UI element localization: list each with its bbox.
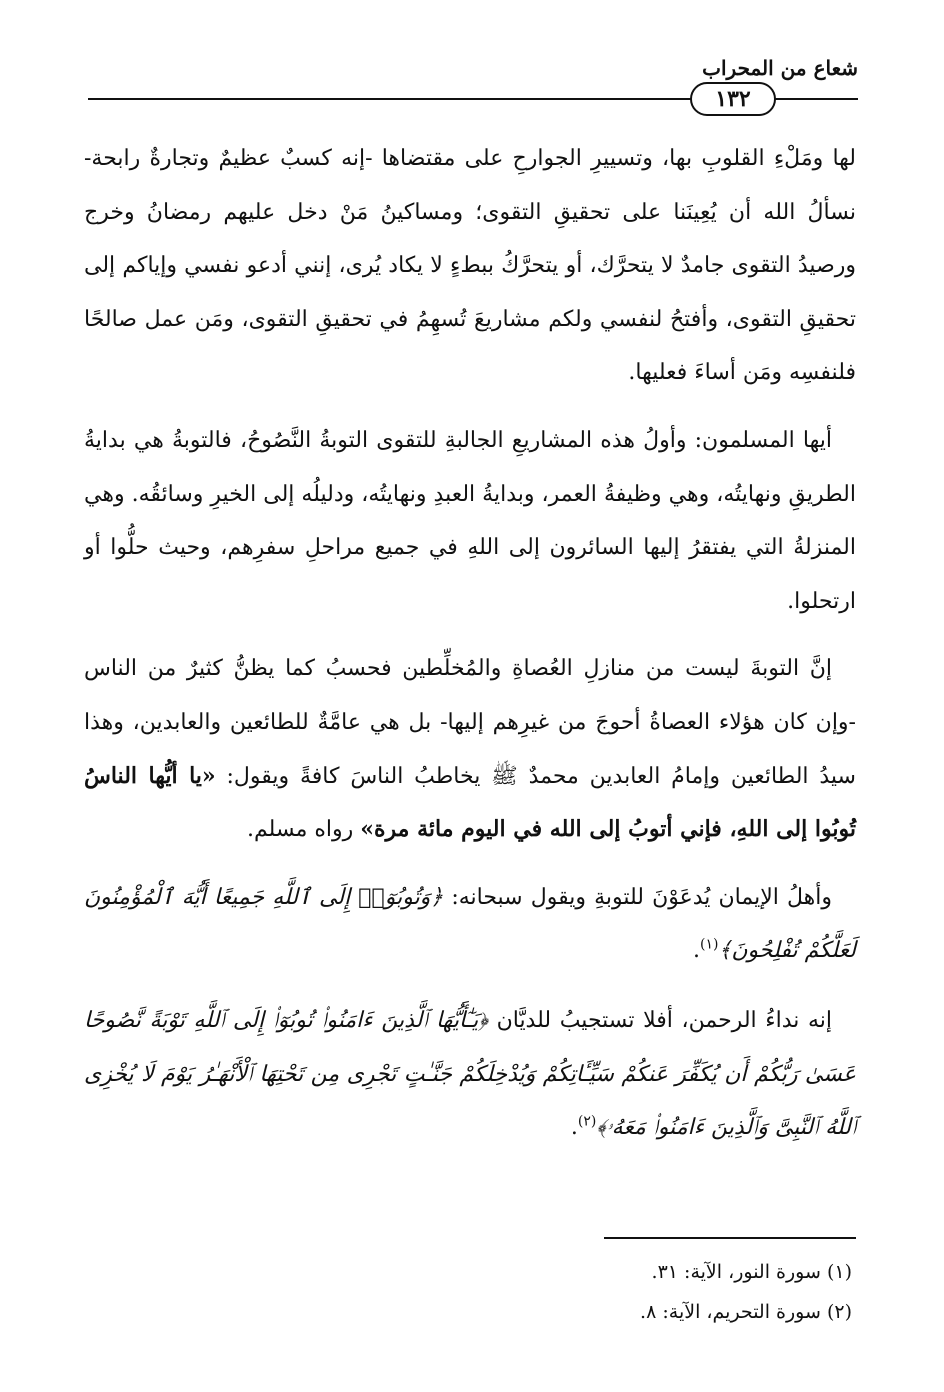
paragraph-4-end: . [692, 938, 700, 964]
paragraph-5-end: . [570, 1115, 578, 1141]
hadith-quote: «يا أيُّها الناسُ تُوبُوا إلى اللهِ، فإني أتوبُ إلى الله في اليوم مائة مرة» [84, 762, 856, 843]
footnote-ref-1[interactable]: (١) [699, 936, 719, 953]
paragraph-5 [84, 994, 856, 1155]
footnote-1: (١) سورة النور، الآية: ٣١. [651, 1261, 852, 1283]
footnote-rule [604, 1237, 856, 1239]
running-header-title: شعاع من المحراب [702, 56, 858, 80]
quran-verse-2: ﴿يَـٰٓأَيُّهَا ٱلَّذِينَ ءَامَنُوا۟ تُوبُوٓا۟ إِلَى ٱللَّهِ تَوْبَةً نَّصُوحًا عَسَىٰ رَبُّكُمْ أَن يُكَفِّرَ عَنكُمْ سَيِّـَٔاتِكُمْ وَيُدْخِلَكُمْ جَنَّـٰتٍ تَجْرِى مِن تَحْتِهَا ٱلْأَنْهَـٰرُ يَوْمَ لَا يُخْزِى ٱللَّهُ ٱلنَّبِىَّ وَٱلَّذِينَ ءَامَنُوا۟ مَعَهُۥ﴾ [84, 1007, 856, 1141]
page-body [84, 132, 856, 1171]
page-number-badge: ١٣٢ [690, 82, 776, 116]
paragraph-2: أيها المسلمون: وأولُ هذه المشاريعِ الجالبةِ للتقوى التوبةُ النَّصُوحُ، فالتوبةُ هي بدايةُ الطريقِ ونهايتُه، وهي وظيفةُ العمر، وبدايةُ العبدِ ونهايتُه، ودليلُه إلى الخيرِ وسائقُه. وهي المنزلةُ التي يفتقرُ إليها السائرون إلى اللهِ في جميع مراحلِ سفرِهم، وحيث حلُّوا أو ارتحلوا. [84, 427, 856, 614]
paragraph-4-text: وأهلُ الإيمان يُدعَوْنَ للتوبةِ ويقول سبحانه: [443, 884, 832, 910]
paragraph-4 [84, 871, 856, 978]
paragraph-3 [84, 642, 856, 856]
footnote-2: (٢) سورة التحريم، الآية: ٨. [640, 1301, 852, 1323]
hadith-source: رواه مسلم. [247, 817, 361, 843]
footnote-ref-2[interactable]: (٢) [577, 1113, 597, 1130]
paragraph-3-text: إنَّ التوبةَ ليست من منازلِ العُصاةِ والمُخلِّطين فحسبُ كما يظنُّ كثيرٌ من الناس -وإن كان هؤلاء العصاةُ أحوجَ من غيرِهم إليها- بل هي عامَّةٌ للطائعين والعابدين، وهذا سيدُ الطائعين وإمامُ العابدين محمدٌ ﷺ يخاطبُ الناسَ كافةً ويقول: [84, 656, 856, 789]
footnotes [152, 1252, 852, 1332]
paragraph-5-text: إنه نداءُ الرحمن، أفلا تستجيبُ للديَّان [487, 1007, 833, 1033]
quran-verse-1: ﴿وَتُوبُوٓا۟ إِلَى ٱللَّهِ جَمِيعًا أَيُّهَ ٱلْمُؤْمِنُونَ لَعَلَّكُمْ تُفْلِحُونَ﴾ [84, 884, 856, 964]
paragraph-1: لها ومَلْءِ القلوبِ بها، وتسييرِ الجوارحِ على مقتضاها -إنه كسبٌ عظيمٌ وتجارةٌ رابحة- نسألُ الله أن يُعِينَنا على تحقيقِ التقوى؛ ومساكينُ مَنْ دخل عليهم رمضانُ وخرج ورصيدُ التقوى جامدٌ لا يتحرَّك، أو يتحرَّكُ ببطءٍ لا يكاد يُرى، إنني أدعو نفسي وإياكم إلى تحقيقِ التقوى، وأفتحُ لنفسي ولكم مشاريعَ تُسهِمُ في تحقيقِ التقوى، ومَن عمل صالحًا فلنفسِه ومَن أساءَ فعليها. [84, 146, 856, 386]
